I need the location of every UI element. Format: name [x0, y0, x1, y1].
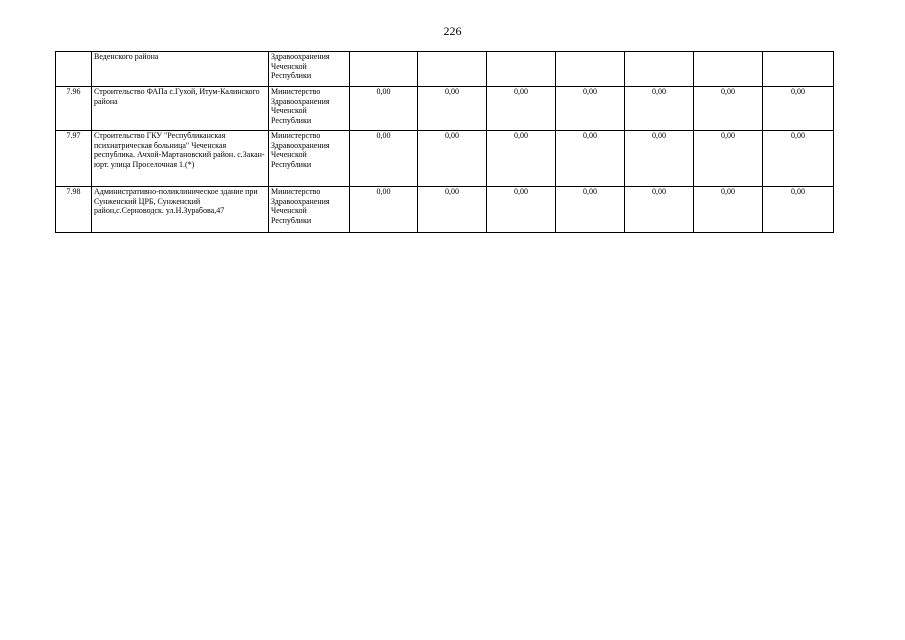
value-cell: 0,00 — [418, 131, 487, 187]
object-name: Веденского района — [92, 52, 269, 87]
page-number: 226 — [443, 24, 462, 38]
value-cell — [763, 52, 834, 87]
table-row — [56, 131, 834, 187]
value-cell — [694, 52, 763, 87]
object-name: Строительство ГКУ "Республиканская психиатрическая больница" Чеченская республика. Ачхой-Мартановский район. с.Закан-юрт. улица Проселочная 1.(*) — [92, 131, 269, 187]
value-cell: 0,00 — [556, 131, 625, 187]
budget-table — [55, 51, 834, 233]
responsible-org: Здравоохранения Чеченской Республики — [269, 52, 350, 87]
responsible-org: Министерство Здравоохранения Чеченской Республики — [269, 131, 350, 187]
value-cell: 0,00 — [694, 87, 763, 131]
row-number: 7.98 — [56, 187, 92, 233]
value-cell — [350, 52, 418, 87]
value-cell: 0,00 — [418, 87, 487, 131]
value-cell: 0,00 — [487, 87, 556, 131]
value-cell — [418, 52, 487, 87]
value-cell: 0,00 — [418, 187, 487, 233]
row-number: 7.96 — [56, 87, 92, 131]
table-row — [56, 52, 834, 87]
value-cell: 0,00 — [556, 187, 625, 233]
value-cell: 0,00 — [763, 131, 834, 187]
value-cell: 0,00 — [350, 87, 418, 131]
value-cell: 0,00 — [625, 87, 694, 131]
value-cell: 0,00 — [625, 187, 694, 233]
value-cell — [487, 52, 556, 87]
value-cell: 0,00 — [763, 87, 834, 131]
object-name: Административно-поликлиническое здание при Сунженский ЦРБ, Сунженский район,с.Серноводск. ул.Н.Зурабова,47 — [92, 187, 269, 233]
row-number — [56, 52, 92, 87]
value-cell: 0,00 — [763, 187, 834, 233]
table-row — [56, 87, 834, 131]
value-cell: 0,00 — [694, 131, 763, 187]
object-name: Строительство ФАПа с.Гухой, Итум-Калинского района — [92, 87, 269, 131]
row-number: 7.97 — [56, 131, 92, 187]
value-cell: 0,00 — [487, 187, 556, 233]
value-cell: 0,00 — [556, 87, 625, 131]
table-row — [56, 187, 834, 233]
value-cell: 0,00 — [694, 187, 763, 233]
value-cell: 0,00 — [350, 131, 418, 187]
responsible-org: Министерство Здравоохранения Чеченской Республики — [269, 187, 350, 233]
value-cell: 0,00 — [350, 187, 418, 233]
value-cell: 0,00 — [487, 131, 556, 187]
value-cell: 0,00 — [625, 131, 694, 187]
value-cell — [556, 52, 625, 87]
value-cell — [625, 52, 694, 87]
responsible-org: Министерство Здравоохранения Чеченской Республики — [269, 87, 350, 131]
